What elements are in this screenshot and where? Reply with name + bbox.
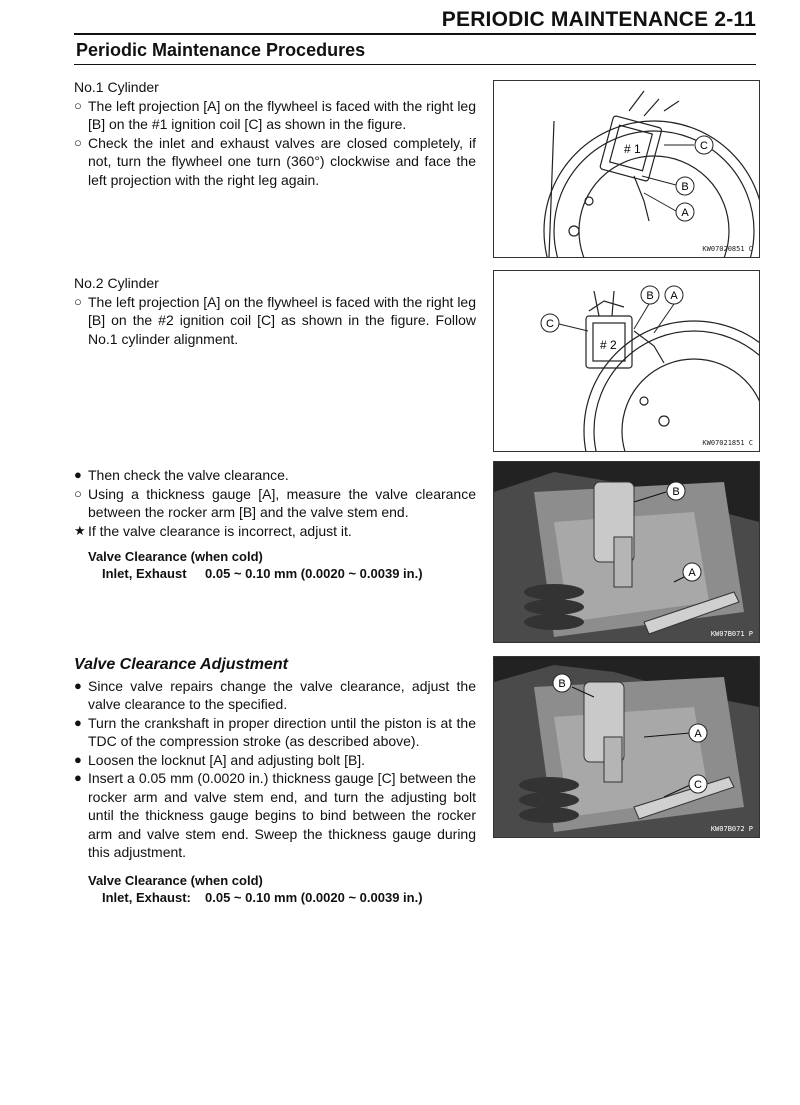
cylinder-1-heading: No.1 Cylinder (74, 79, 159, 95)
list-item-text: Then check the valve clearance. (88, 467, 289, 483)
bullet-icon: ● (74, 770, 82, 785)
cylinder-head-photo-1 (494, 462, 759, 642)
flywheel-diagram-1 (494, 81, 759, 257)
callout-label: B (681, 181, 689, 193)
star-icon: ★ (74, 522, 86, 538)
callout-label: B (558, 678, 566, 690)
list-item (74, 677, 476, 714)
callout-label: C (546, 318, 554, 330)
list-item-text: Using a thickness gauge [A], measure the valve clearance between the rocker arm [B] and the valve stem end. (88, 485, 476, 520)
list-item (74, 293, 476, 349)
spec-title: Valve Clearance (when cold) (88, 549, 263, 564)
spec-block (74, 872, 476, 906)
page-header-title: PERIODIC MAINTENANCE 2-11 (441, 8, 756, 31)
callout-label: C (694, 779, 702, 791)
spec-block (74, 548, 476, 582)
list-item (74, 769, 476, 862)
figure-flywheel-cylinder-2 (493, 270, 760, 452)
list-item (74, 714, 476, 751)
cylinder-2-block (74, 274, 476, 348)
coil-label: # 1 (624, 142, 641, 156)
list-item-text: Check the inlet and exhaust valves are closed completely, if not, turn the flywheel one turn (360°) clockwise and face the left projection with the right leg again. (88, 134, 476, 188)
spec-value: 0.05 ~ 0.10 mm (0.0020 ~ 0.0039 in.) (205, 566, 423, 581)
callout-label: B (672, 486, 680, 498)
list-item-text: Since valve repairs change the valve clearance, adjust the valve clearance to the specified. (88, 677, 476, 712)
list-item (74, 485, 476, 522)
valve-adjustment-block (74, 656, 476, 906)
list-item-text: If the valve clearance is incorrect, adjust it. (88, 522, 352, 539)
list-item-text: The left projection [A] on the flywheel is faced with the right leg [B] on the #1 ignition coil [C] as shown in the figure. (88, 97, 476, 132)
cylinder-1-block (74, 78, 476, 189)
list-item (74, 522, 476, 541)
list-item (74, 466, 476, 485)
bullet-icon: ● (74, 467, 82, 482)
flywheel-diagram-2 (494, 271, 759, 451)
valve-check-block (74, 466, 476, 582)
bullet-icon: ● (74, 751, 82, 767)
figure-photo-adjust-clearance (493, 656, 760, 838)
circle-bullet-icon: ○ (74, 97, 82, 113)
spec-label: Inlet, Exhaust (102, 566, 187, 581)
figure-code: KW07021851 C (702, 439, 753, 447)
callout-label: A (688, 567, 696, 579)
cylinder-2-heading: No.2 Cylinder (74, 275, 159, 291)
callout-label: B (646, 290, 654, 302)
circle-bullet-icon: ○ (74, 293, 82, 309)
list-item (74, 134, 476, 190)
circle-bullet-icon: ○ (74, 134, 82, 150)
list-item-text: Insert a 0.05 mm (0.0020 in.) thickness gauge [C] between the rocker arm and valve stem end, and turn the adjusting bolt until the thickness gauge begins to bind between the rocker arm and valve stem end. Sweep the thickness gauge during this adjustment. (88, 770, 476, 860)
section-title: Periodic Maintenance Procedures (76, 40, 366, 60)
spec-row (74, 565, 476, 582)
header-rule (74, 33, 756, 35)
spec-value: 0.05 ~ 0.10 mm (0.0020 ~ 0.0039 in.) (205, 889, 423, 905)
circle-bullet-icon: ○ (74, 485, 82, 501)
figure-code: KW07B072 P (710, 825, 753, 833)
figure-photo-measure-clearance (493, 461, 760, 643)
spec-label: Inlet, Exhaust: (102, 889, 191, 905)
list-item (74, 97, 476, 134)
spec-row (74, 889, 476, 906)
bullet-icon: ● (74, 714, 82, 730)
subsection-title: Valve Clearance Adjustment (74, 656, 289, 673)
list-item-text: Turn the crankshaft in proper direction until the piston is at the TDC of the compression stroke (as described above). (88, 714, 476, 749)
callout-label: A (670, 290, 678, 302)
figure-code: KW07020851 C (702, 245, 753, 253)
cylinder-head-photo-2 (494, 657, 759, 837)
figure-flywheel-cylinder-1 (493, 80, 760, 258)
callout-label: A (681, 207, 689, 219)
figure-code: KW07B071 P (710, 630, 753, 638)
list-item-text: The left projection [A] on the flywheel is faced with the right leg [B] on the #2 ignition coil [C] as shown in the figure. Follow No.1 cylinder alignment. (88, 293, 476, 347)
section-rule (74, 64, 756, 65)
list-item (74, 751, 476, 770)
callout-label: C (700, 140, 708, 152)
bullet-icon: ● (74, 677, 82, 693)
list-item-text: Loosen the locknut [A] and adjusting bolt [B]. (88, 751, 366, 768)
coil-label: # 2 (600, 338, 617, 352)
callout-label: A (694, 728, 702, 740)
spec-title: Valve Clearance (when cold) (88, 872, 263, 888)
